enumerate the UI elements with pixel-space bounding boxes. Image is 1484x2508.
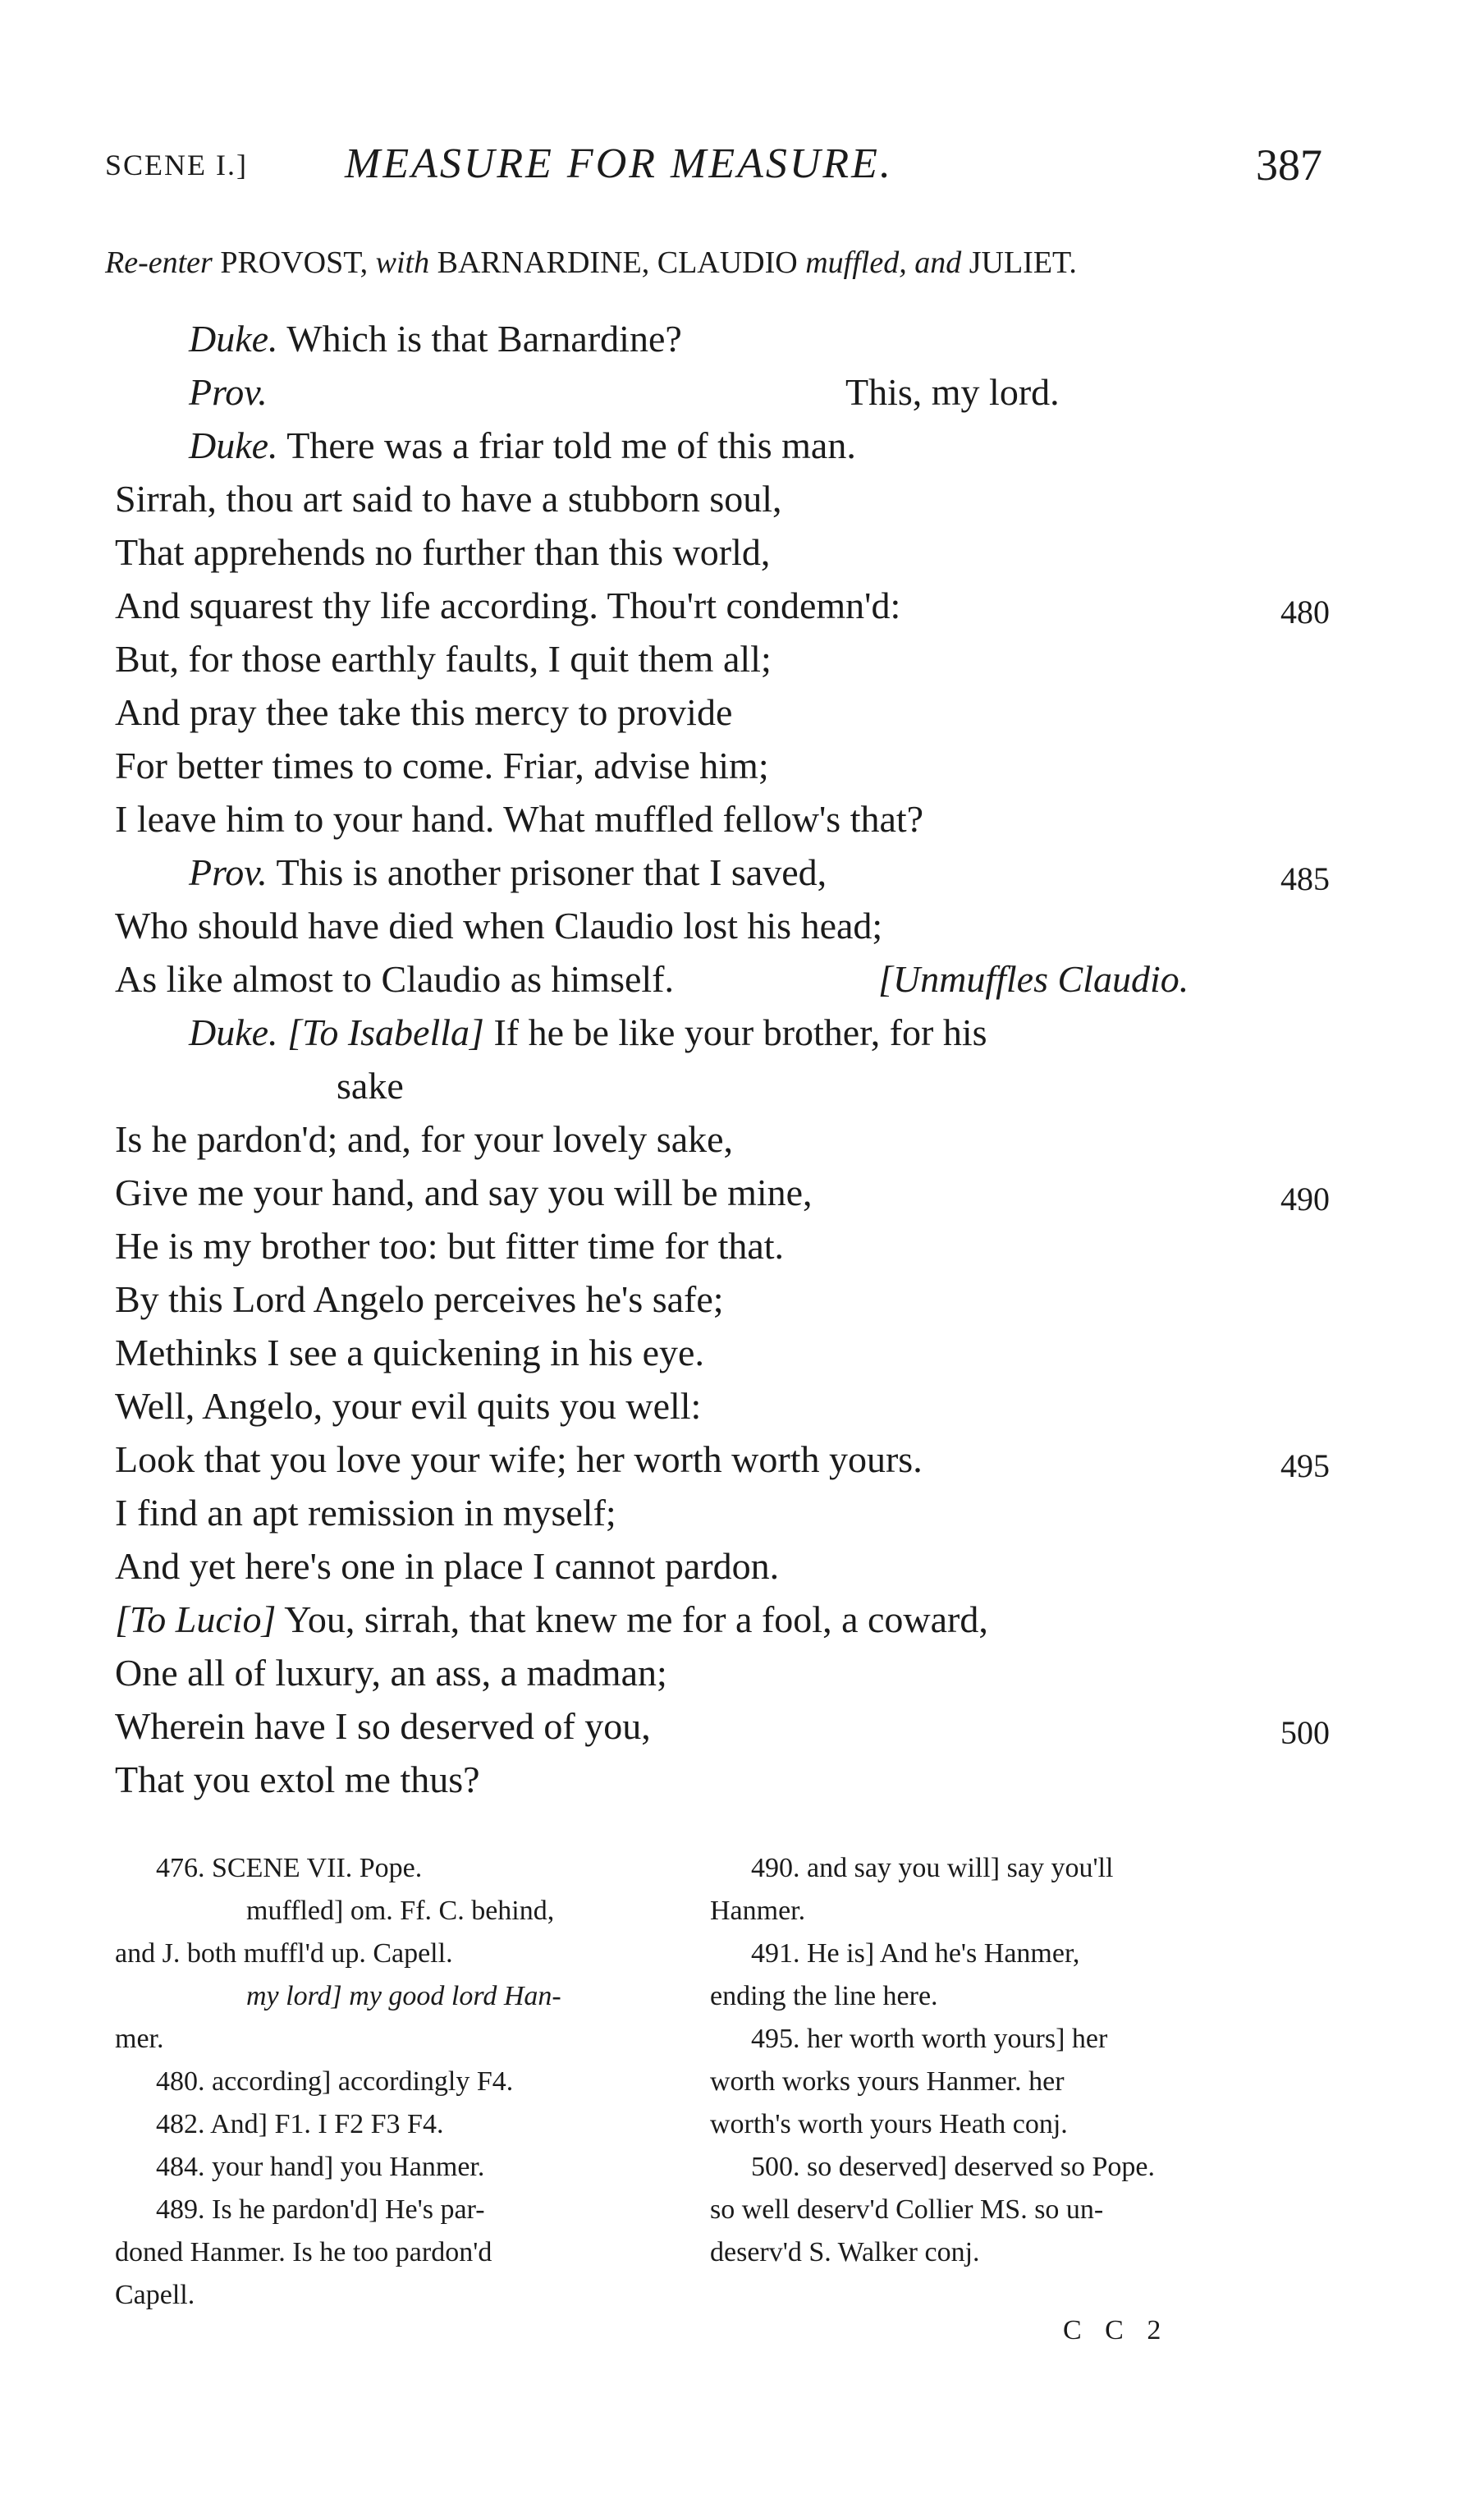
note-line: mer. bbox=[115, 2024, 164, 2054]
note-line: Capell. bbox=[115, 2280, 195, 2310]
verse-line: Wherein have I so deserved of you, 500 bbox=[0, 1699, 1484, 1753]
verse-line: And pray thee take this mercy to provide bbox=[115, 691, 733, 733]
note-line: 489. Is he pardon'd] He's par- bbox=[156, 2194, 485, 2225]
note-line: 484. your hand] you Hanmer. bbox=[156, 2152, 485, 2182]
scene-label: SCENE I.] bbox=[105, 149, 248, 181]
note-line: ending the line here. bbox=[710, 1981, 938, 2011]
note-line: deserv'd S. Walker conj. bbox=[710, 2237, 980, 2267]
note-line: 491. He is] And he's Hanmer, bbox=[751, 1938, 1080, 1969]
note-line: 500. so deserved] deserved so Pope. bbox=[751, 2152, 1155, 2182]
verse-line: I find an apt remission in myself; bbox=[115, 1492, 616, 1534]
verse-line: Sirrah, thou art said to have a stubborn soul, bbox=[115, 478, 782, 520]
signature-mark: C C 2 bbox=[1063, 2315, 1170, 2345]
verse-line: Prov. This is another prisoner that I saved, 485 bbox=[0, 846, 1484, 899]
verse-line: I leave him to your hand. What muffled fellow's that? bbox=[115, 798, 924, 840]
verse-line: Duke. There was a friar told me of this man. bbox=[189, 424, 856, 466]
line-number: 480 bbox=[1280, 594, 1330, 630]
verse-line: And yet here's one in place I cannot pardon. bbox=[115, 1545, 780, 1587]
running-title: MEASURE FOR MEASURE. bbox=[345, 140, 893, 187]
verse-line: Prov. This, my lord. bbox=[189, 371, 1060, 413]
note-line: and J. both muffl'd up. Capell. bbox=[115, 1938, 453, 1969]
verse-line: Give me your hand, and say you will be mine, 490 bbox=[0, 1166, 1484, 1219]
verse-line: sake bbox=[337, 1065, 404, 1107]
note-line: 476. SCENE VII. Pope. bbox=[156, 1853, 423, 1883]
page-number: 387 bbox=[1256, 140, 1322, 190]
running-header bbox=[0, 140, 1484, 197]
notes-right-column bbox=[710, 1847, 1276, 2274]
verse-line: But, for those earthly faults, I quit them all; bbox=[115, 638, 772, 680]
note-line: muffled] om. Ff. C. behind, bbox=[246, 1896, 555, 1926]
note-line: 495. her worth worth yours] her bbox=[751, 2024, 1108, 2054]
verse-line: For better times to come. Friar, advise him; bbox=[115, 745, 769, 786]
verse-line: Methinks I see a quickening in his eye. bbox=[115, 1332, 704, 1373]
verse-line: And squarest thy life according. Thou'rt condemn'd: 480 bbox=[0, 579, 1484, 632]
verse-line: That you extol me thus? bbox=[115, 1758, 480, 1800]
note-line: Hanmer. bbox=[710, 1896, 806, 1926]
line-number: 500 bbox=[1280, 1714, 1330, 1751]
note-line: 480. according] accordingly F4. bbox=[156, 2066, 514, 2097]
note-line: 490. and say you will] say you'll bbox=[751, 1853, 1114, 1883]
notes-left-column bbox=[115, 1847, 698, 2317]
verse-line: [To Lucio] You, sirrah, that knew me for a fool, a coward, bbox=[115, 1598, 988, 1640]
line-number: 490 bbox=[1280, 1181, 1330, 1217]
verse-line: One all of luxury, an ass, a madman; bbox=[115, 1652, 667, 1694]
note-line: worth works yours Hanmer. her bbox=[710, 2066, 1065, 2097]
note-line: doned Hanmer. Is he too pardon'd bbox=[115, 2237, 492, 2267]
verse-line: That apprehends no further than this world, bbox=[115, 531, 771, 573]
verse-line: Look that you love your wife; her worth worth yours. 495 bbox=[0, 1433, 1484, 1486]
verse-line: As like almost to Claudio as himself. [Unmuffles Claudio. bbox=[0, 952, 1484, 1006]
note-line: 482. And] F1. I F2 F3 F4. bbox=[156, 2109, 444, 2139]
note-line: worth's worth yours Heath conj. bbox=[710, 2109, 1068, 2139]
note-line: my lord] my good lord Han- bbox=[246, 1981, 561, 2011]
line-number: 485 bbox=[1280, 860, 1330, 897]
line-number: 495 bbox=[1280, 1447, 1330, 1484]
stage-direction-inline: [Unmuffles Claudio. bbox=[878, 958, 1189, 1000]
note-line: so well deserv'd Collier MS. so un- bbox=[710, 2194, 1104, 2225]
verse-line: Well, Angelo, your evil quits you well: bbox=[115, 1385, 702, 1427]
verse-line: Duke. [To Isabella] If he be like your brother, for his bbox=[189, 1011, 987, 1053]
verse-block bbox=[0, 312, 1484, 1806]
verse-line: By this Lord Angelo perceives he's safe; bbox=[115, 1278, 724, 1320]
verse-line: Is he pardon'd; and, for your lovely sake, bbox=[115, 1118, 734, 1160]
verse-line: Duke. Which is that Barnardine? bbox=[189, 318, 682, 360]
verse-line: He is my brother too: but fitter time for that. bbox=[115, 1225, 785, 1267]
verse-line: Who should have died when Claudio lost his head; bbox=[115, 905, 883, 947]
stage-direction: Re-enter PROVOST, with BARNARDINE, CLAUDIO muffled, and JULIET. bbox=[105, 245, 1077, 280]
